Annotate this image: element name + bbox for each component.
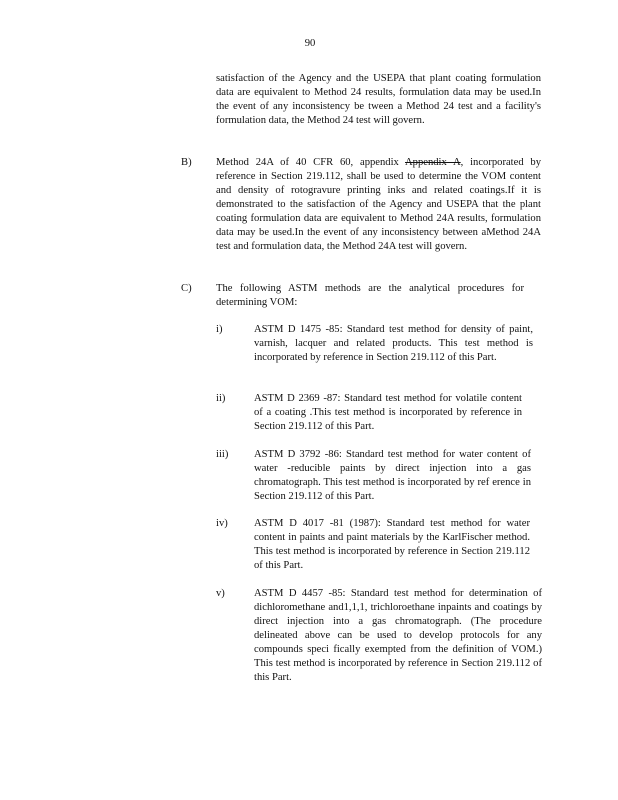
page-number: 90 [304, 38, 316, 49]
item-ii-label: ii) [216, 393, 226, 404]
section-b-struck-text: Appendix A [405, 157, 461, 168]
section-b-text-before: Method 24A of 40 CFR 60, appendix [216, 157, 406, 168]
section-b-paragraph [216, 156, 541, 254]
item-iv-text: ASTM D 4017 -81 (1987): Standard test method for water content in paints and paint materials by the KarlFischer method. This test method is incorporated by reference in Section 219.112 of this Part. [254, 518, 530, 571]
item-v-label: v) [216, 588, 225, 599]
item-i-text: ASTM D 1475 -85: Standard test method for density of paint, varnish, lacquer and related products. This test method is incorporated by reference in Section 219.112 of this Part. [254, 324, 533, 363]
item-iv-label: iv) [216, 518, 228, 529]
item-iii-label: iii) [216, 449, 229, 460]
section-c-paragraph: The following ASTM methods are the analytical procedures for determining VOM: [216, 283, 524, 308]
item-ii-text: ASTM D 2369 -87: Standard test method for volatile content of a coating .This test method is incorporated by reference in Section 219.112 of this Part. [254, 393, 522, 432]
intro-paragraph: satisfaction of the Agency and the USEPA that plant coating formulation data are equivalent to Method 24 results, formulation data may be used.In the event of any inconsistency be tween a Method 24 test and a facility's formulation data, the Method 24 test will govern. [216, 73, 541, 126]
item-v-text: ASTM D 4457 -85: Standard test method for determination of dichloromethane and1,1,1, trichloroethane inpaints and coatings by direct injection into a gas chromatograph. (The procedure delineated above can be used to develop protocols for any compounds speci fically exempted from the definition of VOM.) This test method is incorporated by reference in Section 219.112 of this Part. [254, 588, 542, 683]
section-b-text-after: , incorporated by reference in Section 219.112, shall be used to determine the VOM content and density of rotogravure printing inks and related coatings.If it is demonstrated to the satisfaction of the Agency and USEPA that the plant coating formulation data are equivalent to Method 24A results, formulation data may be used.In the event of any inconsistency between aMethod 24A test and formulation data, the Method 24A test will govern. [216, 157, 541, 252]
section-c-label: C) [181, 283, 192, 294]
section-b-label: B) [181, 157, 192, 168]
item-iii-text: ASTM D 3792 -86: Standard test method for water content of water -reducible paints by direct injection into a gas chromatograph. This test method is incorporated by ref erence in Section 219.112 of this Part. [254, 449, 531, 502]
item-i-label: i) [216, 324, 223, 335]
